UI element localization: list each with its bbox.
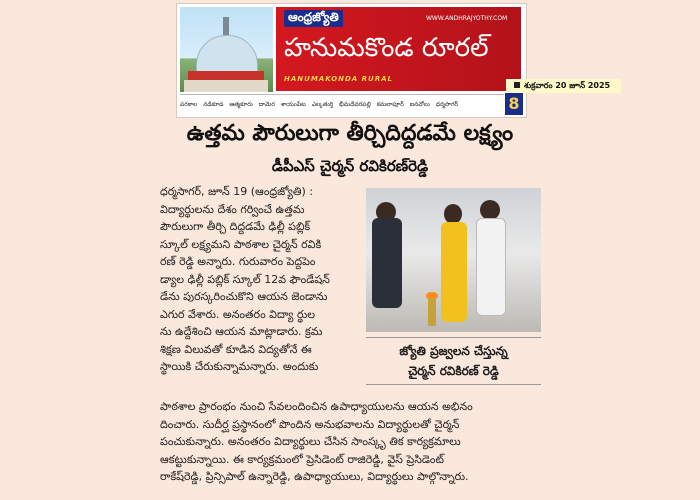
masthead-banner xyxy=(276,7,611,91)
body-line: ఆకట్టుకున్నాయి. ఈ కార్యక్రమంలో ప్రెసిడెంట్ రాజిరెడ్డి, వైస్ ప్రెసిడెంట్ xyxy=(160,452,444,466)
locality-item: దామెర xyxy=(258,101,275,108)
article-body-left xyxy=(160,183,363,376)
body-line: పాఠశాల ప్రారంభం నుంచి సేవలందించిన ఉపాధ్యాయులను ఆయన అభినం xyxy=(160,400,473,413)
locality-item: శాయంపేట xyxy=(280,101,306,108)
locality-item: ఐనవోలు xyxy=(409,101,430,108)
square-icon xyxy=(514,82,520,88)
issue-date-text: శుక్రవారం 20 జూన్ 2025 xyxy=(524,81,611,90)
locality-item: ఆత్మకూరు xyxy=(229,101,253,108)
body-line: శిక్షణ విలువతో కూడిన విద్యతోనే ఈ xyxy=(160,342,312,356)
article-headline: ఉత్తమ పౌరులుగా తీర్చిదిద్దడమే లక్ష్యం xyxy=(186,121,514,146)
issue-date xyxy=(506,79,621,93)
body-line: డేను పురస్కరించుకొని ఆయన జెండాను xyxy=(160,290,328,303)
website-url: WWW.ANDHRAJYOTHY.COM xyxy=(426,15,508,22)
body-line: పంచుకున్నారు. అనంతరం విద్యార్థులు చేసిన సాంస్కృ తిక కార్యక్రమాలు xyxy=(160,435,461,448)
locality-item: ఎల్కతుర్తి xyxy=(311,101,334,108)
oil-lamp-icon xyxy=(428,298,436,326)
masthead-photo xyxy=(180,7,273,92)
body-line: స్థాయికి చేరుకున్నామన్నారు. అందుకు xyxy=(160,360,319,373)
body-line: డ్యాల ఢిల్లీ పబ్లిక్ స్కూల్ 12వ ఫౌండేషన్ xyxy=(160,272,330,286)
edition-title: హనుమకొండ రూరల్ xyxy=(284,33,489,63)
locality-item: కమలాపూర్ xyxy=(376,101,404,108)
locality-item: ధర్మసాగర్ xyxy=(435,101,459,108)
locality-strip xyxy=(180,94,504,115)
body-line: ఎగుర వేశారు. అనంతరం విద్యా ర్థుల xyxy=(160,307,316,321)
body-line: విద్యార్థులను దేశం గర్వించే ఉత్తమ xyxy=(160,202,305,216)
body-line: ను ఉద్దేశించి ఆయన మాట్లాడారు. క్రమ xyxy=(160,325,323,338)
body-line: ధర్మసాగర్, జూన్ 19 (ఆంధ్రజ్యోతి) : xyxy=(160,185,314,198)
edition-title-english: HANUMAKONDA RURAL xyxy=(284,75,393,83)
locality-item: పరకాల xyxy=(180,101,198,108)
page-number: 8 xyxy=(505,93,523,115)
article-body-full xyxy=(160,398,540,486)
body-line: రణ్ రెడ్డి అన్నారు. గురువారం పెద్దపెం xyxy=(160,255,316,268)
body-line: స్కూల్ లక్ష్యమని పాఠశాల చైర్మన్ రవికి xyxy=(160,237,322,251)
photo-caption xyxy=(366,337,541,385)
photo-caption-line: జ్యోతి ప్రజ్వలన చేస్తున్న xyxy=(399,344,508,358)
body-line: రాకేష్‌రెడ్డి, ప్రిన్సిపాల్ ఉన్నారెడ్డి, ఉపాధ్యాయులు, విద్యార్థులు పాల్గొన్నారు. xyxy=(160,470,469,483)
masthead xyxy=(176,3,611,118)
article-photo xyxy=(366,188,541,332)
photo-caption-line: చైర్మన్ రవికిరణ్ రెడ్డి xyxy=(408,364,499,378)
locality-item: నడికూడ xyxy=(203,101,224,108)
paper-name: ఆంధ్రజ్యోతి xyxy=(284,10,343,27)
body-line: దించారు. సుదీర్ఘ ప్రస్థానంలో పొందిన అనుభవాలను విద్యార్థులతో చైర్మన్ xyxy=(160,417,460,431)
article-subheadline: డీపీఎస్ చైర్మన్ రవికిరణ్‌రెడ్డి xyxy=(271,157,429,175)
locality-item: భీమదేవరపల్లి xyxy=(339,101,371,108)
body-line: పౌరులుగా తీర్చి దిద్దడమే ఢిల్లీ పబ్లిక్ xyxy=(160,220,311,233)
